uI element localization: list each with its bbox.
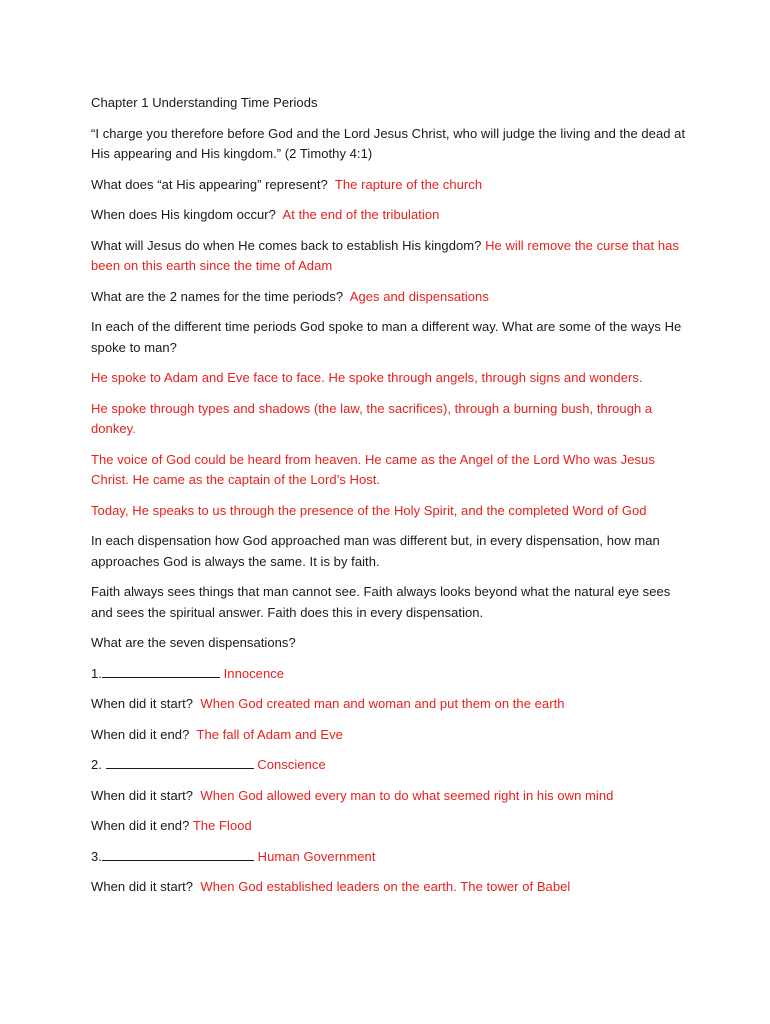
start-answer: When God allowed every man to do what seemed right in his own mind [200, 787, 614, 803]
answer-text: He will remove the curse that has been on this earth since the time of Adam [91, 237, 679, 273]
chapter-title: Chapter 1 Understanding Time Periods [91, 95, 318, 110]
verse-quote: “I charge you therefore before God and the Lord Jesus Christ, who will judge the living and the dead at His appearing and His kingdom.” (2 Timothy 4:1) [91, 125, 686, 161]
dispensation-1-start [91, 694, 691, 715]
dispensation-name: Innocence [223, 665, 285, 681]
dispensation-number: 1. [91, 665, 102, 681]
answer-text: The rapture of the church [334, 176, 483, 192]
answer-blank-line [106, 756, 254, 769]
dispensation-number: 2. [91, 757, 102, 772]
dispensation-name: Human Government [257, 848, 376, 864]
question-answer-4 [91, 287, 691, 308]
faith-paragraph-1: In each dispensation how God approached man was different but, in every dispensation, how man approaches God is always the same. It is by faith. [91, 533, 660, 569]
end-answer: The fall of Adam and Eve [196, 726, 343, 742]
question-answer-3 [91, 236, 691, 277]
ways-answer-1: He spoke to Adam and Eve face to face. He spoke through angels, through signs and wonders. [91, 370, 643, 385]
dispensation-2-start [91, 786, 691, 807]
start-label: When did it start? [91, 787, 194, 803]
dispensation-2-name [91, 755, 691, 776]
ways-answer-2: He spoke through types and shadows (the law, the sacrifices), through a burning bush, through a donkey. [91, 400, 653, 436]
end-answer: The Flood [192, 818, 252, 833]
start-answer: When God established leaders on the earth. The tower of Babel [200, 879, 571, 894]
question-text: What does “at His appearing” represent? [91, 176, 328, 192]
dispensation-1-name [91, 664, 691, 685]
question-text: When does His kingdom occur? [91, 207, 276, 222]
start-answer: When God created man and woman and put them on the earth [200, 696, 565, 711]
seven-dispensations-question: What are the seven dispensations? [91, 635, 296, 650]
dispensation-name: Conscience [257, 757, 326, 772]
dispensation-3-start [91, 877, 691, 898]
answer-blank-line [102, 848, 254, 861]
dispensation-1-end [91, 725, 691, 746]
answer-text: At the end of the tribulation [282, 207, 440, 222]
ways-question: In each of the different time periods God spoke to man a different way. What are some of the ways He spoke to man? [91, 319, 682, 355]
dispensation-2-end [91, 816, 691, 837]
end-label: When did it end? [91, 818, 190, 833]
dispensation-3-name [91, 847, 691, 868]
question-text: What are the 2 names for the time periods? [91, 288, 344, 304]
start-label: When did it start? [91, 696, 194, 711]
end-label: When did it end? [91, 726, 190, 742]
ways-answer-3: The voice of God could be heard from heaven. He came as the Angel of the Lord Who was Jesus Christ. He came as the captain of the Lord’s Host. [91, 451, 655, 487]
start-label: When did it start? [91, 879, 194, 894]
faith-paragraph-2: Faith always sees things that man cannot see. Faith always looks beyond what the natural eye sees and sees the spiritual answer. Faith does this in every dispensation. [91, 584, 671, 620]
ways-answer-4: Today, He speaks to us through the presence of the Holy Spirit, and the completed Word of God [91, 502, 647, 518]
question-answer-1 [91, 175, 691, 196]
dispensation-number: 3. [91, 848, 102, 864]
document-page [91, 93, 691, 908]
answer-blank-line [102, 665, 220, 678]
answer-text: Ages and dispensations [349, 288, 489, 304]
question-answer-2 [91, 205, 691, 226]
question-text: What will Jesus do when He comes back to establish His kingdom? [91, 237, 482, 253]
